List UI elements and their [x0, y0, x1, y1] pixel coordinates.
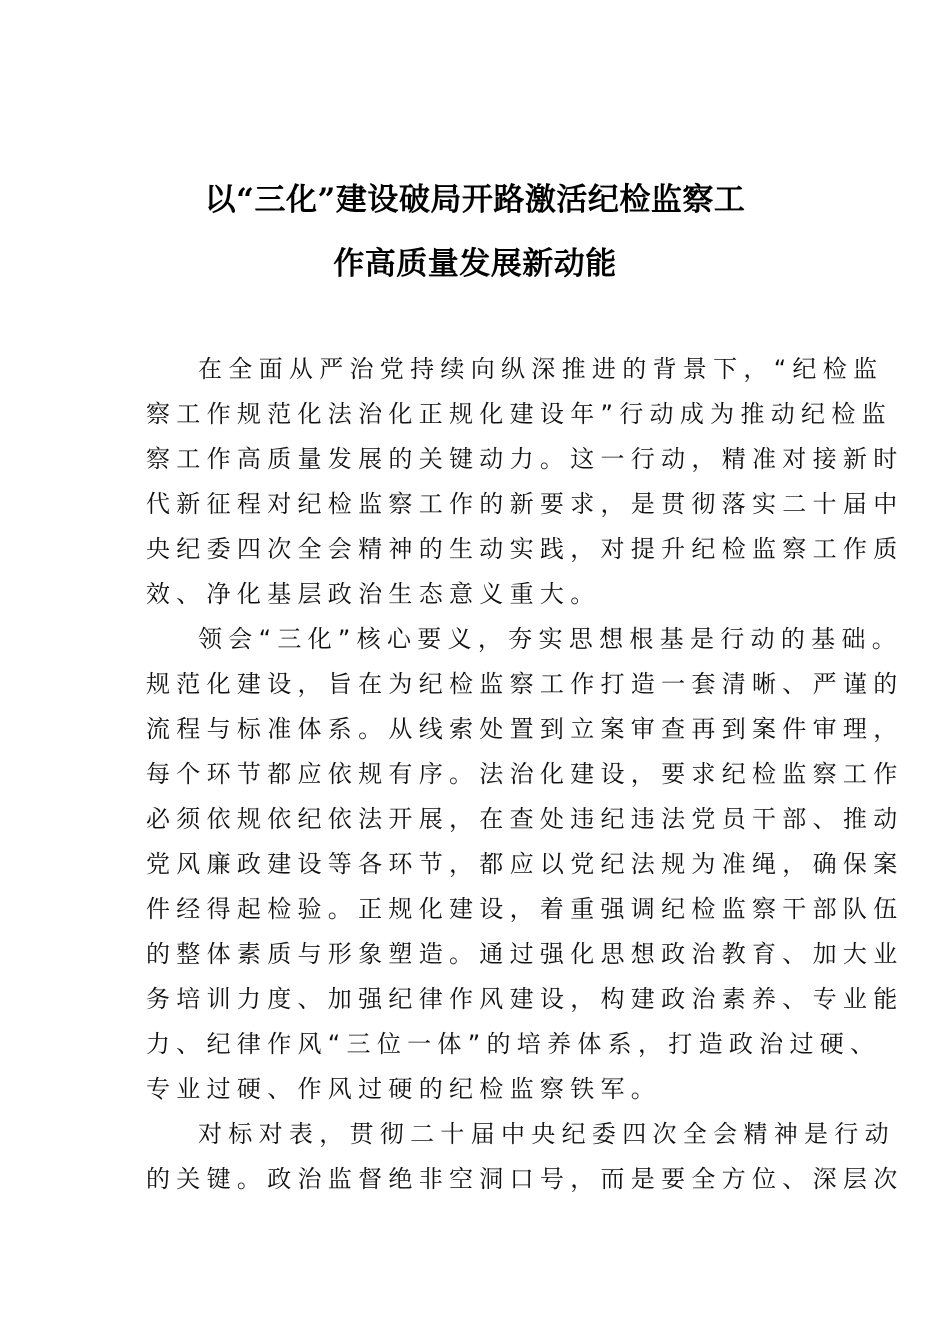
- paragraph-1: [146, 347, 904, 617]
- paragraph-line: 必须依规依纪依法开展，在查处违纪违法党员干部、推动: [146, 805, 904, 833]
- paragraph-line: 的关键。政治监督绝非空洞口号，而是要全方位、深层次: [146, 1165, 904, 1193]
- title-line-2: 作高质量发展新动能: [333, 246, 617, 282]
- title-line-1: 以“三化”建设破局开路激活纪检监察工: [204, 182, 746, 218]
- paragraph-line: 务培训力度、加强纪律作风建设，构建政治素养、专业能: [146, 985, 904, 1013]
- paragraph-line: 力、纪律作风“三位一体”的培养体系，打造政治过硬、: [146, 1030, 881, 1058]
- paragraph-line: 流程与标准体系。从线索处置到立案审查再到案件审理，: [146, 715, 904, 743]
- paragraph-line: 领会“三化”核心要义，夯实思想根基是行动的基础。: [198, 625, 903, 653]
- paragraph-line: 在全面从严治党持续向纵深推进的背景下，“纪检监: [198, 355, 884, 383]
- paragraph-line: 规范化建设，旨在为纪检监察工作打造一套清晰、严谨的: [146, 670, 904, 698]
- paragraph-line: 专业过硬、作风过硬的纪检监察铁军。: [146, 1075, 662, 1103]
- paragraph-line: 对标对表，贯彻二十届中央纪委四次全会精神是行动: [198, 1120, 895, 1148]
- paragraph-line: 件经得起检验。正规化建设，着重强调纪检监察干部队伍: [146, 895, 904, 923]
- paragraph-line: 效、净化基层政治生态意义重大。: [146, 580, 601, 608]
- paragraph-line: 的整体素质与形象塑造。通过强化思想政治教育、加大业: [146, 940, 904, 968]
- paragraph-3: [146, 1112, 904, 1202]
- paragraph-2: [146, 617, 904, 1112]
- paragraph-line: 每个环节都应依规有序。法治化建设，要求纪检监察工作: [146, 760, 904, 788]
- paragraph-line: 察工作高质量发展的关键动力。这一行动，精准对接新时: [146, 445, 904, 473]
- document-body: [146, 347, 904, 1202]
- paragraph-line: 代新征程对纪检监察工作的新要求，是贯彻落实二十届中: [146, 490, 904, 518]
- paragraph-line: 察工作规范化法治化正规化建设年”行动成为推动纪检监: [146, 400, 892, 428]
- paragraph-line: 央纪委四次全会精神的生动实践，对提升纪检监察工作质: [146, 535, 904, 563]
- document-title: [145, 168, 805, 296]
- paragraph-line: 党风廉政建设等各环节，都应以党纪法规为准绳，确保案: [146, 850, 904, 878]
